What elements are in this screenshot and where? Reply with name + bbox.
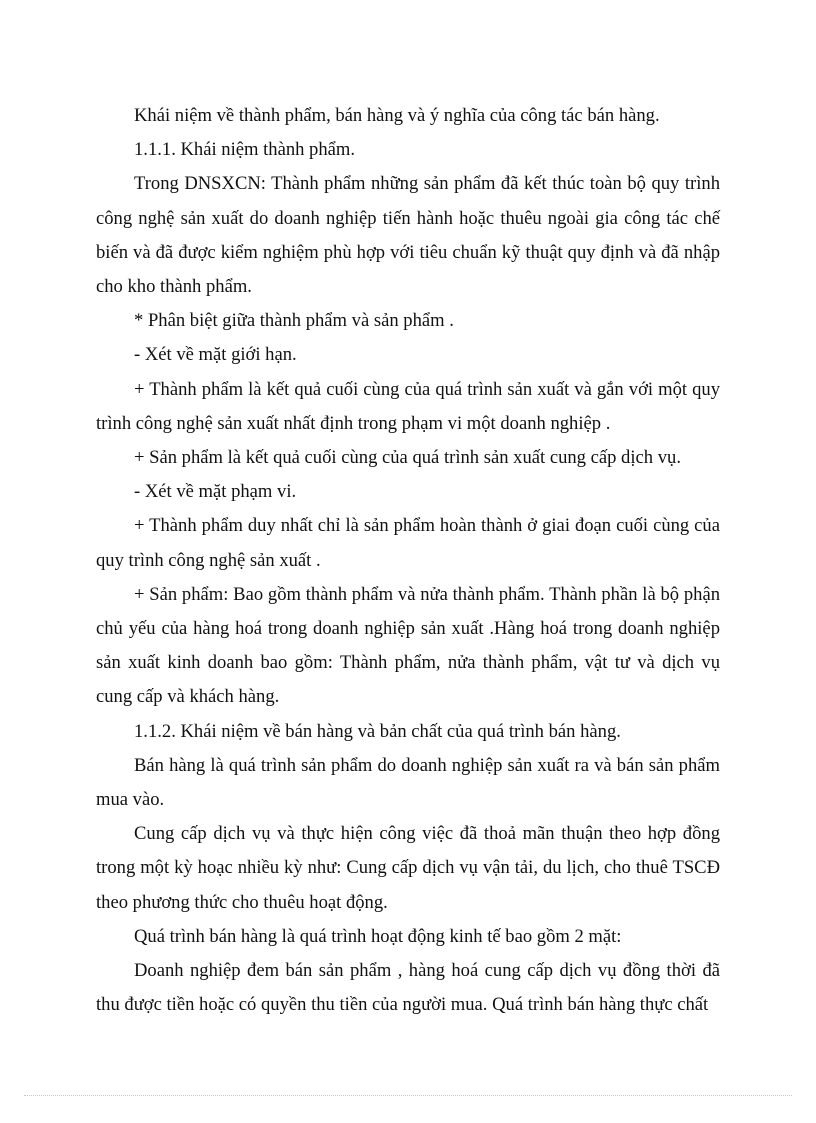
paragraph-sales-nature: Doanh nghiệp đem bán sản phẩm , hàng hoá cung cấp dịch vụ đồng thời đã thu được tiền hoặc có quyền thu tiền của người mua. Quá trình bán hàng thực chất bbox=[96, 960, 720, 1016]
document-body bbox=[96, 99, 720, 1022]
paragraph-product-scope: + Sản phẩm: Bao gồm thành phẩm và nửa thành phẩm. Thành phần là bộ phận chủ yếu của hàng hoá trong doanh nghiệp sản xuất .Hàng hoá trong doanh nghiệp sản xuất kinh doanh bao gồm: Thành phẩm, nửa thành phẩm, vật tư và dịch vụ cung cấp và khách hàng. bbox=[96, 583, 720, 708]
paragraph-definition-finished-product: Trong DNSXCN: Thành phẩm những sản phẩm đã kết thúc toàn bộ quy trình công nghệ sản xuất do doanh nghiệp tiến hành hoặc thuêu ngoài gia công tác chế biến và đã được kiểm nghiệm phù hợp với tiêu chuẩn kỹ thuật quy định và đã nhập cho kho thành phẩm. bbox=[96, 173, 720, 298]
paragraph-sales-definition: Bán hàng là quá trình sản phẩm do doanh nghiệp sản xuất ra và bán sản phẩm mua vào. bbox=[96, 754, 720, 811]
section-heading-1-1-2: 1.1.2. Khái niệm về bán hàng và bản chất của quá trình bán hàng. bbox=[134, 720, 621, 742]
paragraph-limit-heading: - Xét về mặt giới hạn. bbox=[134, 344, 297, 366]
paragraph-distinction-heading: * Phân biệt giữa thành phẩm và sản phẩm . bbox=[134, 310, 454, 332]
paragraph-finished-product-scope: + Thành phẩm duy nhất chỉ là sản phẩm hoàn thành ở giai đoạn cuối cùng của quy trình công nghệ sản xuất . bbox=[96, 515, 720, 571]
paragraph-sales-process: Quá trình bán hàng là quá trình hoạt động kinh tế bao gồm 2 mặt: bbox=[134, 925, 622, 947]
page-bottom-divider bbox=[24, 1095, 792, 1096]
paragraph-service-provision: Cung cấp dịch vụ và thực hiện công việc đã thoả mãn thuận theo hợp đồng trong một kỳ hoạc nhiều kỳ như: Cung cấp dịch vụ vận tải, du lịch, cho thuê TSCĐ theo phương thức cho thuêu hoạt động. bbox=[96, 823, 720, 913]
heading-concepts: Khái niệm về thành phẩm, bán hàng và ý nghĩa của công tác bán hàng. bbox=[134, 105, 660, 126]
paragraph-product-result: + Sản phẩm là kết quả cuối cùng của quá trình sản xuất cung cấp dịch vụ. bbox=[134, 447, 681, 469]
paragraph-finished-product-result: + Thành phẩm là kết quả cuối cùng của quá trình sản xuất và gắn với một quy trình công nghệ sản xuất nhất định trong phạm vi một doanh nghiệp . bbox=[96, 378, 720, 434]
section-heading-1-1-1: 1.1.1. Khái niệm thành phẩm. bbox=[134, 139, 356, 161]
paragraph-scope-heading: - Xét về mặt phạm vi. bbox=[134, 481, 297, 503]
